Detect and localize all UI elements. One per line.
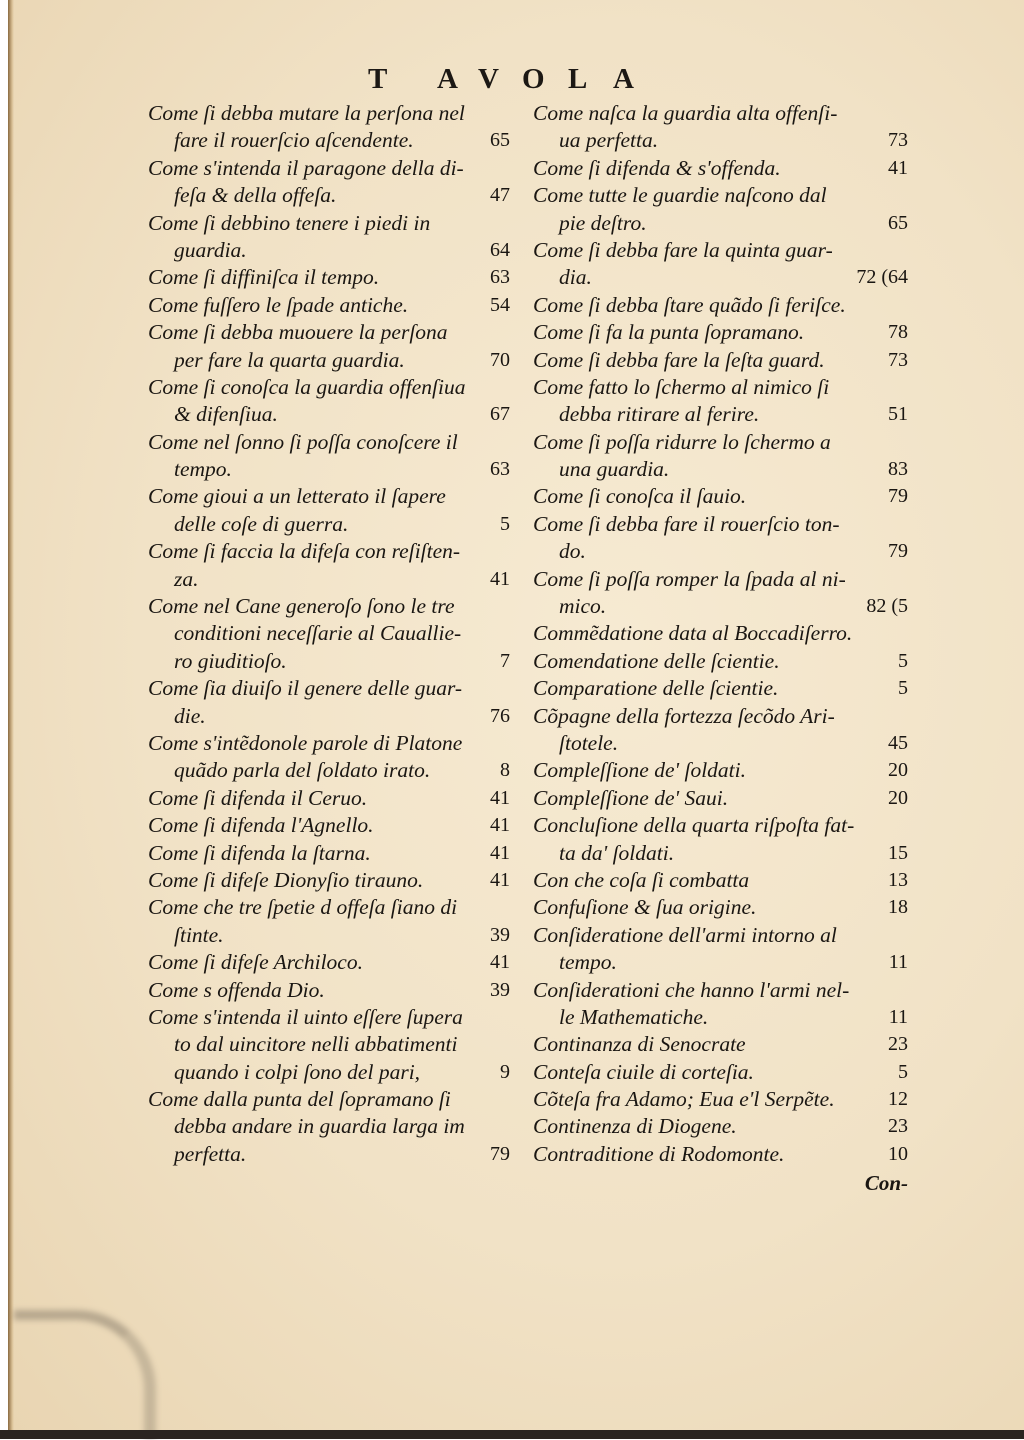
index-entry-text: mico.: [559, 594, 607, 619]
index-entry-line: [533, 1113, 908, 1140]
index-entry-line: [148, 1004, 510, 1031]
page-number: 11: [888, 951, 908, 974]
index-entry-text: Confuſione & ſua origine.: [533, 895, 757, 920]
page-number: 41: [490, 814, 510, 837]
index-entry-text: Continenza di Diogene.: [533, 1114, 737, 1139]
index-entry-text: Come tutte le guardie naſcono dal: [533, 183, 827, 208]
index-entry-line: [533, 1004, 908, 1031]
index-entry-text: Come ſi faccia la difeſa con reſiſten-: [148, 539, 461, 564]
page-number: 73: [888, 348, 908, 371]
page-number: 63: [490, 266, 510, 289]
index-entry-text: per fare la quarta guardia.: [174, 347, 405, 372]
page-number: 79: [888, 540, 908, 563]
page-number: 5: [898, 649, 908, 672]
index-entry-line: [533, 1059, 908, 1086]
page-number: 10: [888, 1142, 908, 1165]
index-entry-line: [533, 401, 908, 428]
index-entry-line: [533, 347, 908, 374]
index-entry-line: [533, 757, 908, 784]
page-number: 41: [888, 156, 908, 179]
page-number: 12: [888, 1088, 908, 1111]
index-entry-text: perfetta.: [174, 1141, 247, 1166]
index-entry-text: Come ſi debba ſtare quãdo ſi feriſce.: [533, 292, 846, 317]
page-number: 5: [898, 677, 908, 700]
page-number: 67: [490, 403, 510, 426]
index-entry-text: pie deſtro.: [559, 210, 647, 235]
index-entry-line: [148, 374, 510, 401]
index-entry-text: Continanza di Senocrate: [533, 1032, 746, 1057]
index-entry-line: [148, 538, 510, 565]
index-entry-line: [533, 977, 908, 1004]
index-entry-line: [148, 1086, 510, 1113]
index-entry-text: Compleſſione de' ſoldati.: [533, 758, 747, 783]
index-entry-line: [148, 949, 510, 976]
index-entry-text: ro giuditioſo.: [174, 648, 287, 673]
page-number: 11: [888, 1005, 908, 1028]
index-entry-line: [533, 675, 908, 702]
index-entry-line: [148, 292, 510, 319]
index-entry-text: ta da' ſoldati.: [559, 840, 675, 865]
index-entry-text: quãdo parla del ſoldato irato.: [174, 758, 431, 783]
index-entry-text: Come ſia diuiſo il genere delle guar-: [148, 676, 463, 701]
index-entry-line: [533, 1141, 908, 1168]
index-entry-text: Come s offenda Dio.: [148, 977, 325, 1002]
index-entry-line: [148, 703, 510, 730]
page-number: 41: [490, 868, 510, 891]
page-spine-edge: [8, 0, 14, 1430]
index-entry-text: Come s'intenda il paragone della di-: [148, 155, 464, 180]
index-entry-line: [533, 812, 908, 839]
index-entry-line: [148, 977, 510, 1004]
index-entry-line: [148, 182, 510, 209]
index-entry-text: do.: [559, 539, 586, 564]
index-column-right: [533, 100, 908, 1195]
page-number: 41: [490, 841, 510, 864]
index-entry-line: [533, 703, 908, 730]
index-entry-line: [148, 127, 510, 154]
index-entry-line: [533, 511, 908, 538]
index-entry-line: [148, 648, 510, 675]
page-number: 72 (64: [856, 266, 908, 289]
catchword: Con-: [864, 1170, 908, 1195]
index-entry-line: [148, 566, 510, 593]
index-entry-text: tempo.: [559, 950, 617, 975]
index-entry-text: Come fuſſero le ſpade antiche.: [148, 292, 409, 317]
index-entry-text: Come che tre ſpetie d offeſa ſiano di: [148, 895, 458, 920]
index-entry-line: [533, 237, 908, 264]
index-column-left: [148, 100, 510, 1168]
index-entry-text: Come ſi debba muouere la perſona: [148, 320, 448, 345]
page-number: 9: [500, 1060, 510, 1083]
page-number: 76: [490, 704, 510, 727]
index-entry-line: [533, 949, 908, 976]
index-entry-line: [148, 456, 510, 483]
page-number: 15: [888, 841, 908, 864]
index-entry-line: [148, 757, 510, 784]
index-entry-text: ſtotele.: [559, 730, 619, 755]
page-number: 18: [888, 896, 908, 919]
page-number: 78: [888, 321, 908, 344]
index-entry-line: [148, 894, 510, 921]
index-entry-text: Contraditione di Rodomonte.: [533, 1141, 785, 1166]
page-heading: [0, 63, 1024, 97]
index-entry-text: die.: [174, 703, 206, 728]
index-entry-line: [533, 483, 908, 510]
index-entry-line: [148, 785, 510, 812]
page-number: 5: [898, 1060, 908, 1083]
index-entry-text: Come ſi difeſe Archiloco.: [148, 950, 363, 975]
index-entry-text: delle coſe di guerra.: [174, 511, 349, 536]
page-number: 70: [490, 348, 510, 371]
index-entry-text: Come nel ſonno ſi poſſa conoſcere il: [148, 429, 458, 454]
index-entry-text: & difenſiua.: [174, 402, 278, 427]
index-entry-text: Come fatto lo ſchermo al nimico ſi: [533, 374, 830, 399]
page-number: 65: [490, 129, 510, 152]
index-entry-line: [148, 620, 510, 647]
index-entry-text: Conſideratione dell'armi intorno al: [533, 922, 837, 947]
index-entry-line: [533, 429, 908, 456]
index-entry-text: Come ſi fa la punta ſopramano.: [533, 320, 805, 345]
index-entry-text: Come s'intenda il uinto eſſere ſupera: [148, 1004, 463, 1029]
index-entry-line: [148, 1031, 510, 1058]
index-entry-line: [148, 483, 510, 510]
index-entry-text: to dal uincitore nelli abbatimenti: [174, 1032, 458, 1057]
index-entry-text: Come ſi difenda & s'offenda.: [533, 155, 781, 180]
index-entry-line: [533, 374, 908, 401]
index-entry-line: [148, 237, 510, 264]
index-entry-line: [148, 730, 510, 757]
page-number: 41: [490, 951, 510, 974]
index-entry-text: Come ſi difenda l'Agnello.: [148, 813, 374, 838]
heading-letter: A: [613, 63, 635, 95]
index-entry-line: [533, 867, 908, 894]
page-number: 20: [888, 759, 908, 782]
heading-letter: T: [368, 63, 389, 95]
page-number: 23: [888, 1033, 908, 1056]
index-entry-text: za.: [174, 566, 199, 591]
index-entry-line: [533, 730, 908, 757]
index-entry-line: [533, 894, 908, 921]
page-number: 63: [490, 458, 510, 481]
index-entry-line: [148, 210, 510, 237]
index-entry-line: [148, 319, 510, 346]
index-entry-text: Come ſi difeſe Dionyſio tirauno.: [148, 867, 424, 892]
index-entry-text: Cõteſa fra Adamo; Eua e'l Serpẽte.: [533, 1087, 835, 1112]
index-entry-line: [148, 593, 510, 620]
index-entry-text: Come ſi conoſca la guardia offenſiua: [148, 374, 466, 399]
index-entry-line: [148, 1141, 510, 1168]
index-entry-text: ſtinte.: [174, 922, 224, 947]
index-entry-text: Conteſa ciuile di corteſia.: [533, 1059, 754, 1084]
index-entry-line: [148, 840, 510, 867]
page-number: 13: [888, 868, 908, 891]
index-entry-line: [533, 210, 908, 237]
index-entry-text: Commẽdatione data al Boccadiſerro.: [533, 621, 853, 646]
index-entry-text: le Mathematiche.: [559, 1004, 709, 1029]
index-entry-line: [148, 401, 510, 428]
index-entry-line: [148, 812, 510, 839]
index-entry-text: Come nel Cane generoſo ſono le tre: [148, 594, 455, 619]
index-entry-line: [533, 566, 908, 593]
page-number: 39: [490, 923, 510, 946]
index-entry-text: Comparatione delle ſcientie.: [533, 676, 779, 701]
index-entry-line: [533, 1031, 908, 1058]
index-entry-text: una guardia.: [559, 457, 670, 482]
index-entry-line: [533, 922, 908, 949]
index-entry-text: ua perfetta.: [559, 128, 659, 153]
heading-letter: O: [522, 63, 546, 95]
index-entry-text: fare il rouerſcio aſcendente.: [174, 128, 414, 153]
index-entry-text: Come ſi debba fare il rouerſcio ton-: [533, 511, 840, 536]
page-number: 65: [888, 211, 908, 234]
page-number: 47: [490, 184, 510, 207]
index-entry-text: Come s'intẽdonole parole di Platone: [148, 730, 463, 755]
page-number: 5: [500, 512, 510, 535]
index-entry-line: [148, 675, 510, 702]
index-entry-text: Come ſi conoſca il ſauio.: [533, 484, 747, 509]
index-entry-text: Come ſi debba fare la quinta guar-: [533, 237, 833, 262]
page-number: 41: [490, 786, 510, 809]
heading-letter: A: [437, 63, 459, 95]
page-number: 7: [500, 649, 510, 672]
index-entry-line: [148, 429, 510, 456]
page-number: 64: [490, 238, 510, 261]
index-entry-text: Compleſſione de' Saui.: [533, 785, 729, 810]
page-number: 79: [888, 485, 908, 508]
index-entry-text: Cõpagne della fortezza ſecõdo Ari-: [533, 703, 835, 728]
page-number: 54: [490, 293, 510, 316]
index-entry-line: [148, 922, 510, 949]
index-entry-text: dia.: [559, 265, 592, 290]
index-entry-text: conditioni neceſſarie al Cauallie-: [174, 621, 462, 646]
index-entry-text: Come ſi poſſa ridurre lo ſchermo a: [533, 429, 831, 454]
index-entry-text: Conſiderationi che hanno l'armi nel-: [533, 977, 850, 1002]
index-entry-line: [533, 1086, 908, 1113]
index-entry-line: [533, 100, 908, 127]
index-entry-text: Come dalla punta del ſopramano ſi: [148, 1087, 451, 1112]
index-entry-line: [148, 100, 510, 127]
index-entry-text: Come naſca la guardia alta offenſi-: [533, 101, 838, 125]
index-entry-line: [148, 1059, 510, 1086]
index-entry-line: [148, 511, 510, 538]
index-entry-text: Comendatione delle ſcientie.: [533, 648, 780, 673]
index-entry-text: Come ſi diffiniſca il tempo.: [148, 265, 380, 290]
heading-letter: V: [478, 63, 500, 95]
index-entry-line: [533, 648, 908, 675]
page-number: 73: [888, 129, 908, 152]
index-entry-line: [533, 264, 908, 291]
page-number: 82 (5: [866, 595, 908, 618]
index-entry-text: Come gioui a un letterato il ſapere: [148, 484, 446, 509]
index-entry-line: [533, 319, 908, 346]
index-entry-line: [148, 155, 510, 182]
index-entry-line: [533, 182, 908, 209]
index-entry-text: Come ſi difenda il Ceruo.: [148, 785, 368, 810]
index-entry-line: [533, 155, 908, 182]
page-number: 51: [888, 403, 908, 426]
index-entry-text: tempo.: [174, 457, 232, 482]
index-entry-text: Come ſi debba fare la ſeſta guard.: [533, 347, 825, 372]
index-entry-line: [148, 867, 510, 894]
index-entry-line: [533, 538, 908, 565]
index-entry-text: Come ſi difenda la ſtarna.: [148, 840, 371, 865]
index-entry-text: debba ritirare al ferire.: [559, 402, 760, 427]
index-entry-text: quando i colpi ſono del pari,: [174, 1059, 421, 1084]
page-number: 83: [888, 458, 908, 481]
page-number: 23: [888, 1115, 908, 1138]
page-number: 39: [490, 978, 510, 1001]
index-entry-line: [533, 620, 908, 647]
page-number: 20: [888, 786, 908, 809]
index-entry-text: Come ſi debba mutare la perſona nel: [148, 101, 465, 125]
index-entry-line: [533, 840, 908, 867]
index-entry-text: debba andare in guardia larga im: [174, 1114, 465, 1139]
index-entry-text: feſa & della offeſa.: [174, 183, 337, 208]
page-number: 45: [888, 731, 908, 754]
page-number: 8: [500, 759, 510, 782]
heading-letter: L: [568, 63, 589, 95]
index-entry-line: [533, 785, 908, 812]
index-entry-line: [533, 593, 908, 620]
index-entry-text: Con che coſa ſi combatta: [533, 867, 750, 892]
index-entry-line: [148, 264, 510, 291]
index-entry-text: Concluſione della quarta riſpoſta fat-: [533, 813, 855, 838]
index-entry-text: Come ſi debbino tenere i piedi in: [148, 210, 431, 235]
index-entry-text: guardia.: [174, 237, 247, 262]
index-entry-text: Come ſi poſſa romper la ſpada al ni-: [533, 566, 846, 591]
index-entry-line: [533, 456, 908, 483]
page-number: 79: [490, 1142, 510, 1165]
index-entry-line: [533, 292, 908, 319]
index-entry-line: [533, 127, 908, 154]
index-entry-line: [148, 1113, 510, 1140]
scan-bottom-edge: [0, 1430, 1024, 1439]
page-number: 41: [490, 567, 510, 590]
index-entry-line: [148, 347, 510, 374]
